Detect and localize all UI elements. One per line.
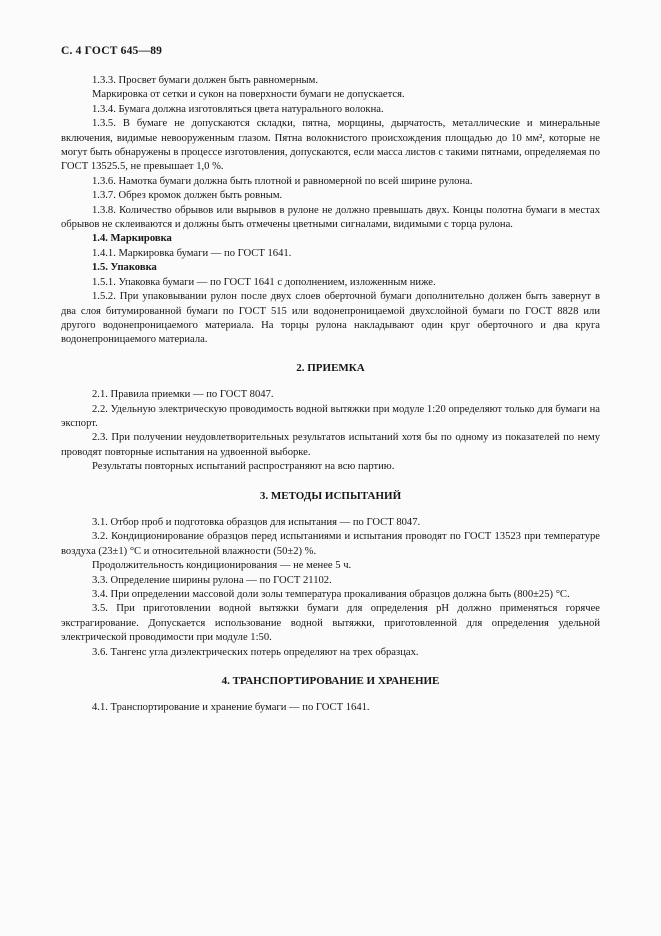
paragraph: 1.3.7. Обрез кромок должен быть ровным. xyxy=(92,190,283,202)
paragraph: 1.5.2. При упаковывании рулон после двух слоев оберточной бумаги дополнительно должен быть завернут в два слоя битумированной бумаги по ГОСТ 515 или водонепроницаемой двухслойной бумаги по ГОСТ 8828 или другого водонепроницаемого материала. На торцы рулона накладывают один круг оберточного и два круга водонепроницаемого материала. xyxy=(61,291,600,346)
page-header: С. 4 ГОСТ 645—89 xyxy=(61,45,163,57)
subsection-heading: 1.4. Маркировка xyxy=(92,233,172,245)
paragraph: 1.3.5. В бумаге не допускаются складки, пятна, морщины, дырчатость, металлические и минеральные включения, видимые невооруженным глазом. Пятна волокнистого происхождения площадью до 10 мм², которые не могут быть обнаружены в процессе изготовления, допускаются, если масса листов с такими пятнами, определяемая по ГОСТ 13525.5, не превышает 1,0 %. xyxy=(61,118,600,173)
paragraph: 3.5. При приготовлении водной вытяжки бумаги для определения рН должно применяться горячее экстрагирование. Допускается использование водной вытяжки, приготовленной для определения удельной электрической проводимости при модуле 1:50. xyxy=(61,603,600,644)
section-2-body xyxy=(61,388,600,474)
paragraph: 1.5.1. Упаковка бумаги — по ГОСТ 1641 с дополнением, изложенным ниже. xyxy=(92,276,436,288)
paragraph: 2.3. При получении неудовлетворительных результатов испытаний хотя бы по одному из показателей по нему проводят повторные испытания на удвоенной выборке. xyxy=(61,432,600,458)
paragraph: 1.3.4. Бумага должна изготовляться цвета натурального волокна. xyxy=(92,103,384,115)
section-1-tail xyxy=(61,74,600,348)
paragraph: 2.1. Правила приемки — по ГОСТ 8047. xyxy=(92,389,274,401)
section-2-heading: 2. ПРИЕМКА xyxy=(296,361,365,374)
section-3-body xyxy=(61,516,600,660)
subsection-heading: 1.5. Упаковка xyxy=(92,262,157,274)
paragraph: 3.3. Определение ширины рулона — по ГОСТ 21102. xyxy=(92,574,332,586)
paragraph: 1.3.8. Количество обрывов или вырывов в рулоне не должно превышать двух. Концы полотна бумаги в местах обрывов не склеиваются и должны быть отмечены цветными сигналами, видимыми с торца рулона. xyxy=(61,204,600,231)
section-4-heading: 4. ТРАНСПОРТИРОВАНИЕ И ХРАНЕНИЕ xyxy=(221,675,440,688)
section-4-body xyxy=(61,701,600,715)
paragraph: 3.2. Кондиционирование образцов перед испытаниями и испытания проводят по ГОСТ 13523 при температуре воздуха (23±1) °С и относительной влажности (50±2) %. xyxy=(61,531,600,557)
paragraph: 3.6. Тангенс угла диэлектрических потерь определяют на трех образцах. xyxy=(92,646,419,658)
paragraph: Продолжительность кондиционирования — не менее 5 ч. xyxy=(92,560,352,572)
paragraph: 3.1. Отбор проб и подготовка образцов для испытания — по ГОСТ 8047. xyxy=(92,516,421,528)
paragraph: 2.2. Удельную электрическую проводимость водной вытяжки при модуле 1:20 определяют только для бумаги на экспорт. xyxy=(61,403,600,429)
page-content xyxy=(61,74,600,716)
paragraph: 1.3.6. Намотка бумаги должна быть плотной и равномерной по всей ширине рулона. xyxy=(92,175,473,187)
paragraph: 1.3.3. Просвет бумаги должен быть равномерным. xyxy=(92,75,319,86)
section-3-heading: 3. МЕТОДЫ ИСПЫТАНИЙ xyxy=(259,489,402,502)
paragraph: 1.4.1. Маркировка бумаги — по ГОСТ 1641. xyxy=(92,247,292,259)
paragraph: 3.4. При определении массовой доли золы температура прокаливания образцов должна быть (800±25) °С. xyxy=(92,589,570,600)
paragraph: 4.1. Транспортирование и хранение бумаги — по ГОСТ 1641. xyxy=(92,702,370,714)
paragraph: Результаты повторных испытаний распространяют на всю партию. xyxy=(92,461,395,473)
paragraph: Маркировка от сетки и сукон на поверхности бумаги не допускается. xyxy=(92,89,405,101)
